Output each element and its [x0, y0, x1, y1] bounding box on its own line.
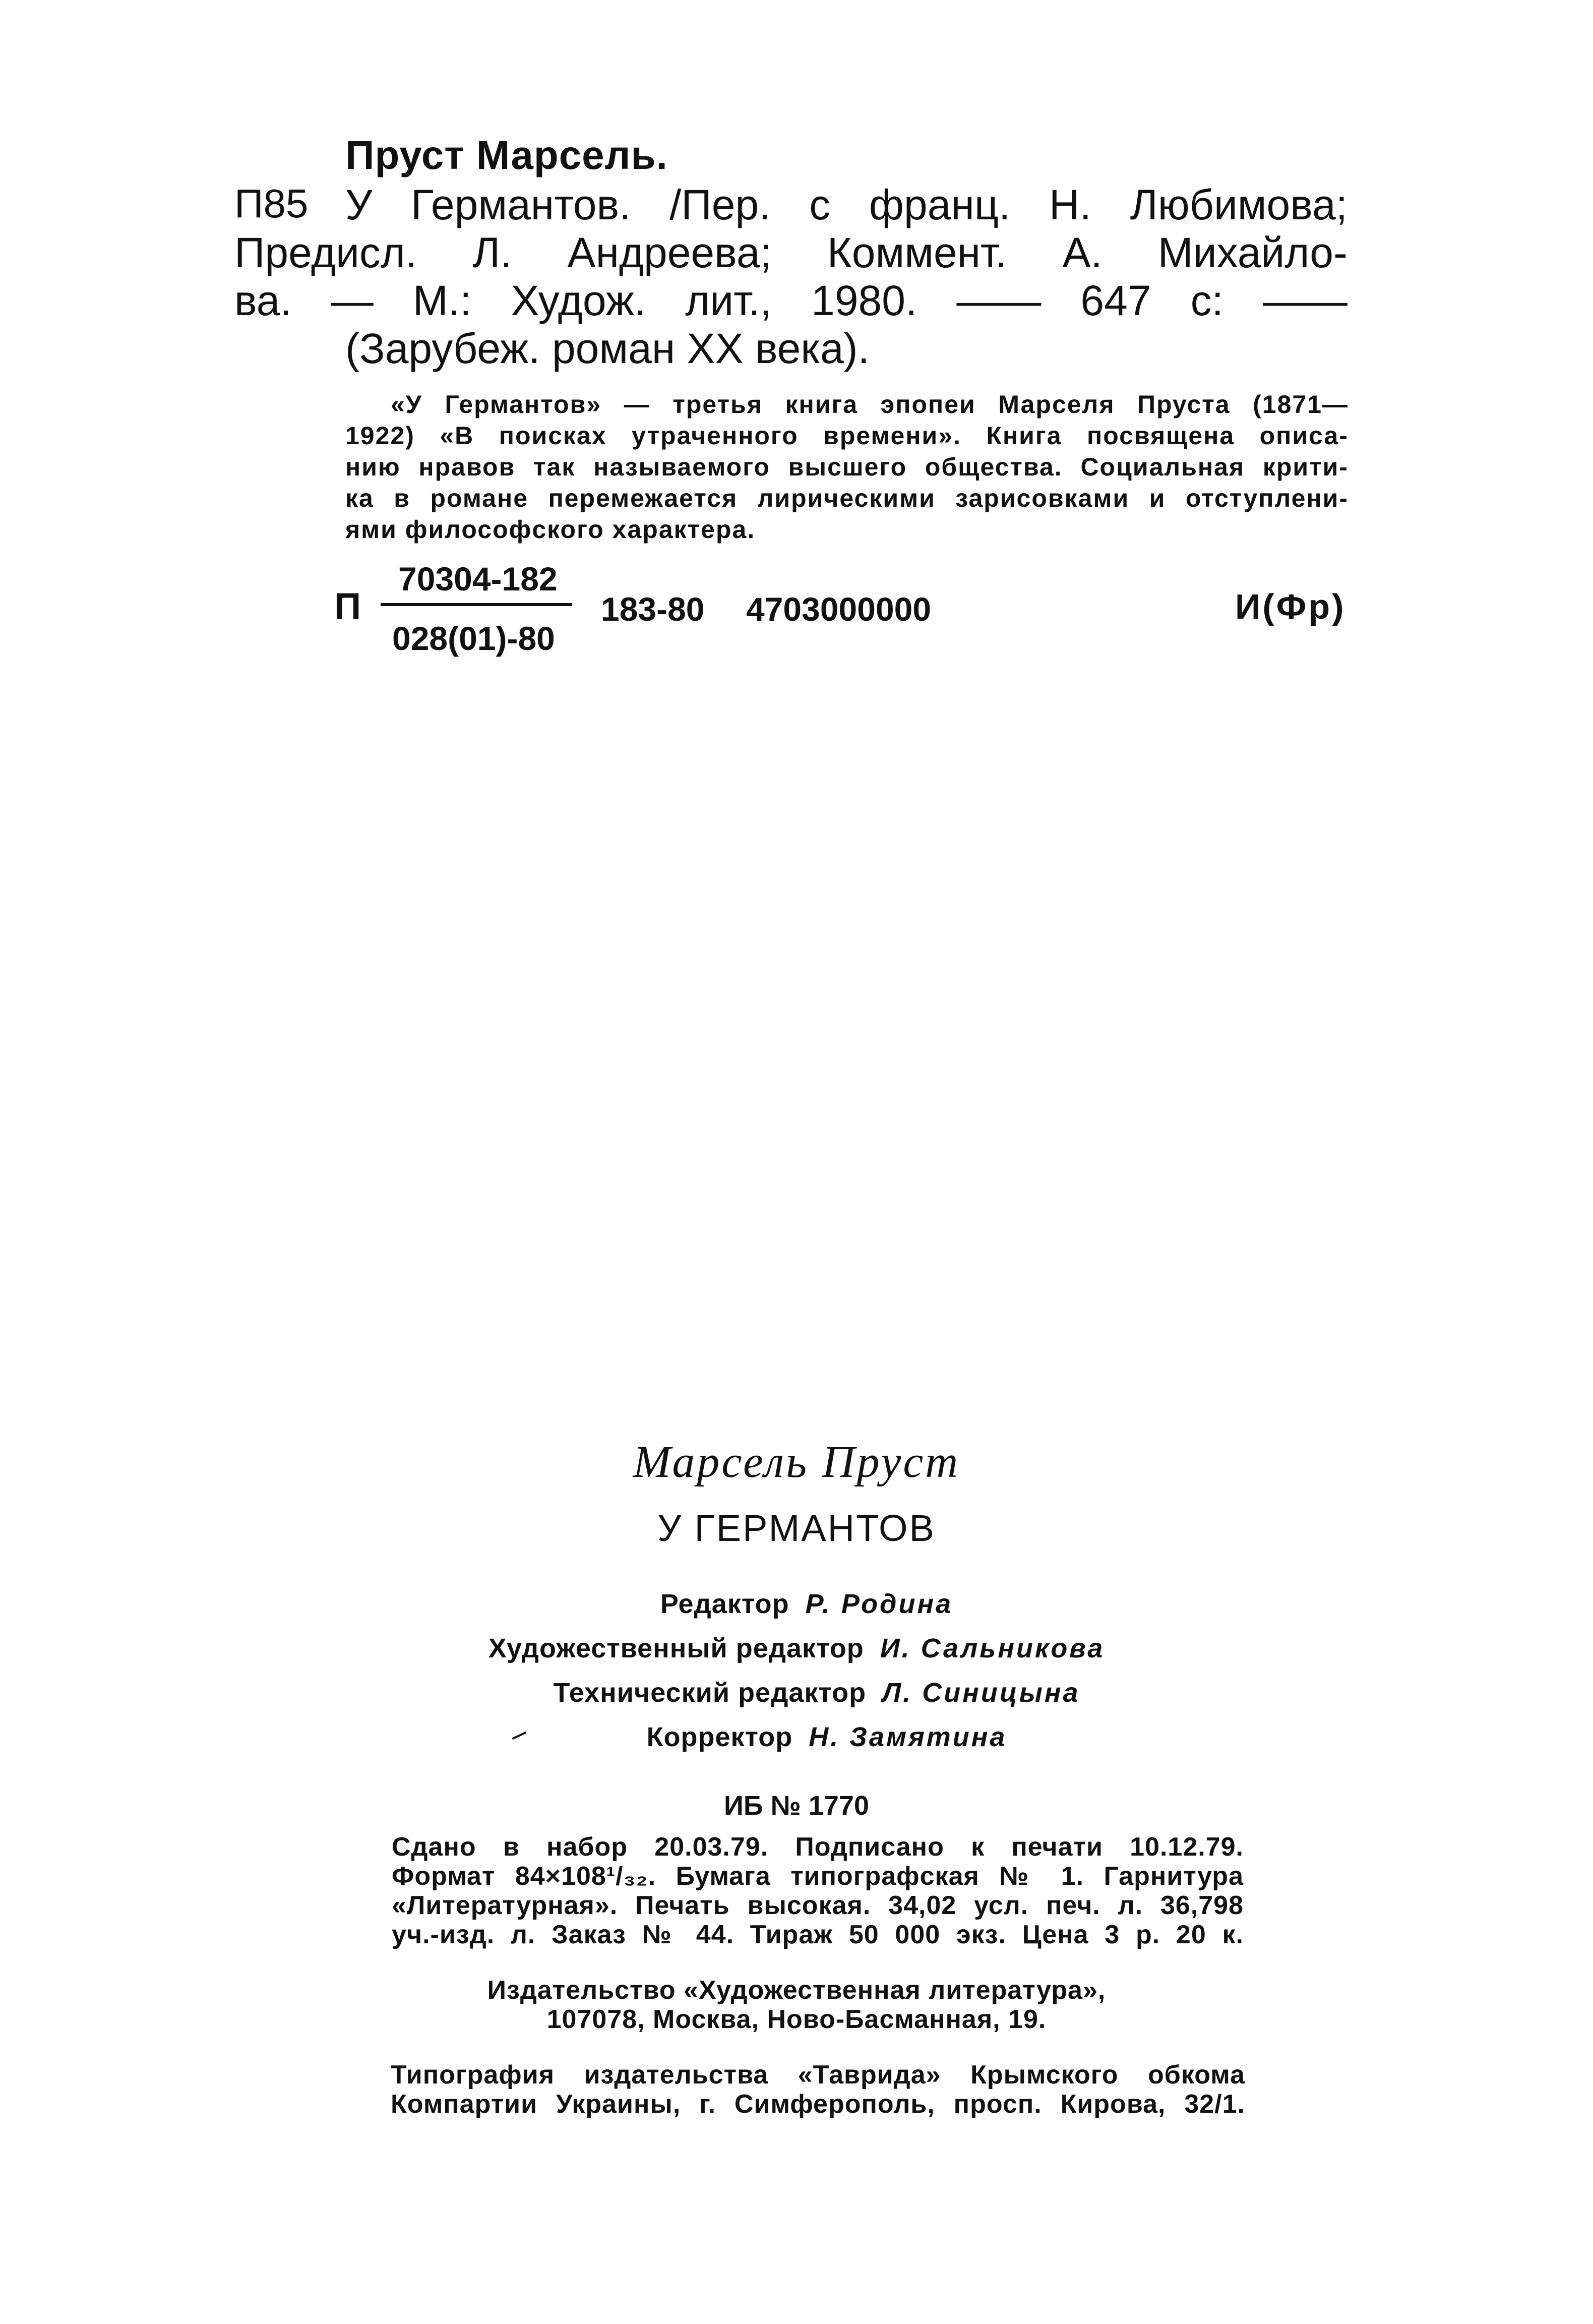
- index-code-c: И(Фр): [1235, 587, 1346, 626]
- index-denominator: 028(01)-80: [392, 620, 555, 657]
- imprint-line-4: уч.-изд. л. Заказ № 44. Тираж 50 000 экз. Цена 3 р. 20 к.: [392, 1920, 1244, 1949]
- bib-author: Пруст Марсель.: [345, 133, 668, 177]
- fraction-bar: [381, 603, 572, 606]
- credit-name: И. Сальникова: [880, 1633, 1105, 1663]
- credit-role: Художественный редактор: [488, 1633, 864, 1663]
- credit-name: Н. Замятина: [809, 1722, 1007, 1752]
- index-letter: П: [334, 585, 361, 627]
- book-title: У ГЕРМАНТОВ: [657, 1507, 936, 1549]
- publisher-line-1: Издательство «Художественная литература»,: [487, 1976, 1106, 2005]
- credit-tech-editor: [0, 1677, 1593, 1708]
- book-author: Марсель Пруст: [633, 1437, 960, 1487]
- imprint-line-3: «Литературная». Печать высокая. 34,02 усл. печ. л. 36,798: [392, 1891, 1244, 1920]
- printer-line-1: Типография издательства «Таврида» Крымского обкома: [391, 2060, 1245, 2090]
- annotation-line-5: ями философского характера.: [345, 515, 756, 544]
- credit-role: Технический редактор: [553, 1678, 867, 1708]
- credit-art-editor: [0, 1633, 1593, 1664]
- ib-number: ИБ № 1770: [724, 1791, 869, 1821]
- credit-proofreader: [0, 1721, 1593, 1753]
- bib-line-4: (Зарубеж. роман XX века).: [345, 325, 870, 372]
- credit-name: Л. Синицына: [882, 1678, 1080, 1708]
- bib-code: П85: [234, 181, 309, 226]
- index-code-a: 183-80: [601, 590, 705, 628]
- index-code-b: 4703000000: [746, 590, 932, 628]
- annotation-line-3: нию нравов так называемого высшего общества. Социальная крити-: [345, 453, 1349, 481]
- imprint-line-2: Формат 84×108¹/₃₂. Бумага типографская № 1. Гарнитура: [392, 1862, 1244, 1891]
- bib-line-3: ва. — М.: Худож. лит., 1980. —— 647 с: ——: [234, 277, 1347, 324]
- bib-line-2: Предисл. Л. Андреева; Коммент. А. Михайло-: [234, 229, 1347, 276]
- credit-editor: [0, 1588, 1593, 1620]
- credit-name: Р. Родина: [805, 1589, 953, 1619]
- annotation-line-1: «У Германтов» — третья книга эпопеи Марселя Пруста (1871—: [391, 390, 1349, 419]
- printer-line-2: Компартии Украины, г. Симферополь, просп. Кирова, 32/1.: [391, 2090, 1245, 2119]
- credit-role: Корректор: [646, 1722, 793, 1752]
- index-numerator: 70304-182: [398, 560, 558, 598]
- bib-line-1: У Германтов. /Пер. с франц. Н. Любимова;: [345, 181, 1347, 228]
- publisher-line-2: 107078, Москва, Ново-Басманная, 19.: [546, 2005, 1047, 2034]
- annotation-line-4: ка в романе перемежается лирическими зарисовками и отступлени-: [345, 484, 1349, 512]
- annotation-line-2: 1922) «В поисках утраченного времени». Книга посвящена описа-: [345, 422, 1349, 450]
- imprint-line-1: Сдано в набор 20.03.79. Подписано к печати 10.12.79.: [392, 1832, 1244, 1862]
- credit-role: Редактор: [660, 1589, 789, 1619]
